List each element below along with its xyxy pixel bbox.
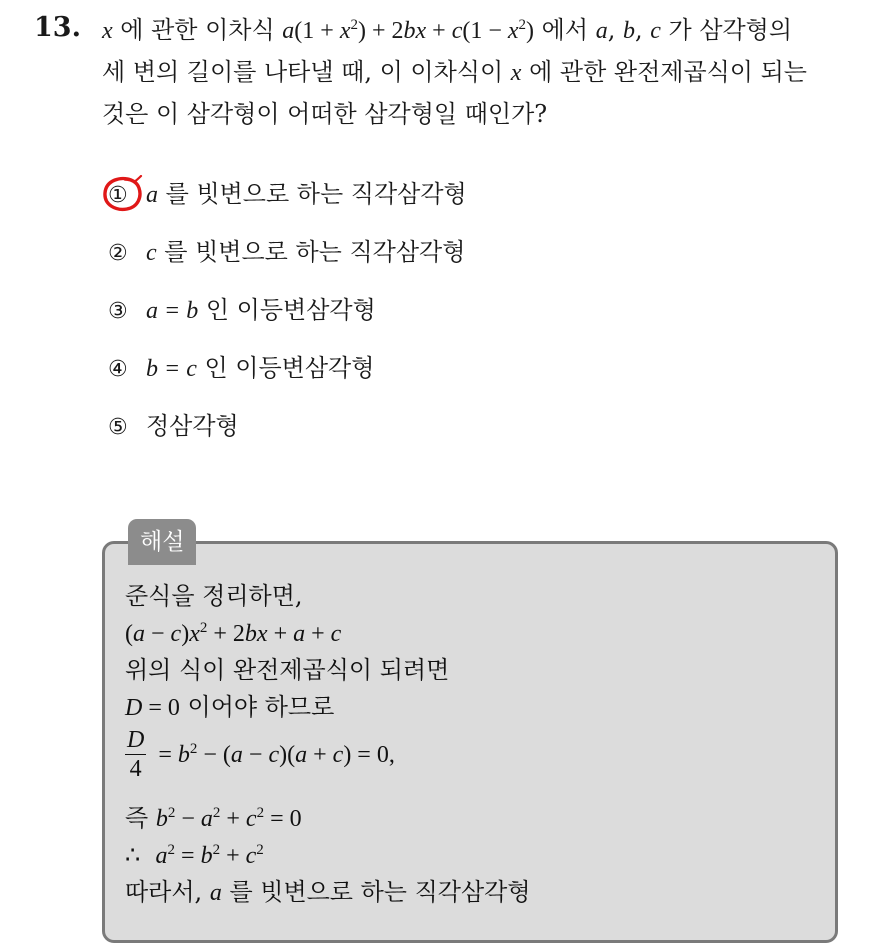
math-exponent: 2: [189, 740, 198, 757]
math-var: a: [155, 843, 168, 869]
math-var: a: [209, 880, 222, 906]
math-text: ) + 2: [357, 18, 404, 44]
math-text: = 0: [264, 806, 302, 832]
math-exponent: 2: [212, 842, 221, 858]
math-var: c: [332, 741, 344, 768]
choice-number: ③: [108, 299, 128, 324]
math-var: b: [200, 843, 213, 869]
math-exponent: 2: [518, 17, 527, 33]
math-exponent: 2: [167, 805, 176, 821]
math-var: D: [125, 695, 143, 721]
math-var: b: [622, 18, 635, 44]
stem-line-3: 것은 이 삼각형이 어떠한 삼각형일 때인가?: [102, 100, 548, 128]
choice-number: ⑤: [108, 415, 128, 440]
therefore-symbol: ∴: [125, 843, 141, 869]
math-exponent: 2: [256, 842, 264, 858]
solution-content: [125, 578, 531, 911]
stem-text: 에 관한 이차식: [112, 16, 283, 44]
choice-number: ①: [108, 183, 128, 208]
math-text: −: [145, 621, 171, 647]
choice-text: 인 이등변삼각형: [196, 354, 375, 382]
solution-text: 이어야 하므로: [179, 693, 335, 721]
math-var: x: [510, 60, 522, 86]
math-var: c: [245, 843, 257, 869]
math-var: x: [189, 621, 200, 647]
solution-text: 를 빗변으로 하는 직각삼각형: [221, 878, 531, 906]
stem-text: ,: [607, 16, 623, 44]
fraction: [125, 726, 146, 783]
math-var: a: [295, 741, 308, 768]
math-exponent: 2: [212, 805, 221, 821]
math-var: c: [268, 741, 280, 768]
solution-line: 위의 식이 완전제곱식이 되려면: [125, 656, 450, 684]
math-var: a: [200, 806, 213, 832]
choice-text: 인 이등변삼각형: [198, 296, 376, 324]
math-var: a: [230, 741, 243, 768]
math-text: +: [220, 806, 246, 832]
math-exponent: 2: [256, 805, 265, 821]
question-number: 13.: [34, 12, 81, 43]
math-exponent: 2: [167, 842, 176, 858]
math-text: − (: [197, 741, 231, 768]
choice-1[interactable]: [108, 172, 467, 230]
math-var: b: [177, 741, 190, 768]
math-text: = 0: [142, 695, 180, 721]
math-text: −: [175, 806, 201, 832]
math-var: c: [451, 18, 463, 44]
solution-line: [125, 615, 531, 652]
solution-line: [125, 726, 531, 800]
stem-text: 에서: [534, 16, 596, 44]
solution-line: [125, 689, 531, 726]
math-text: +: [307, 741, 333, 768]
math-text: (: [125, 621, 133, 647]
choice-number: ②: [108, 241, 128, 266]
math-text: =: [152, 741, 178, 768]
math-text: ): [526, 18, 535, 44]
choice-text: 를 빗변으로 하는 직각삼각형: [158, 180, 467, 208]
math-var: a: [595, 18, 608, 44]
stem-text: 에 관한 완전제곱식이 되는: [521, 58, 807, 86]
solution-line: [125, 837, 531, 874]
math-text: + 2: [207, 621, 245, 647]
solution-line: [125, 800, 531, 837]
math-expression: b = c: [146, 356, 197, 382]
choice-text: 를 빗변으로 하는 직각삼각형: [156, 238, 466, 266]
math-var: a: [293, 621, 306, 647]
choice-4[interactable]: [108, 346, 467, 404]
solution-line: [125, 874, 531, 911]
math-var: c: [170, 621, 182, 647]
math-exponent: 2: [199, 620, 208, 636]
math-text: )(: [279, 741, 296, 768]
math-text: =: [175, 843, 201, 869]
question-stem: [102, 10, 872, 135]
math-var: a: [133, 621, 145, 647]
math-var: c: [245, 806, 257, 832]
stem-text: ,: [634, 16, 651, 44]
solution-tag: 해설: [128, 519, 196, 565]
choice-2[interactable]: [108, 230, 467, 288]
math-expression: a = b: [146, 298, 199, 324]
math-var: a: [146, 182, 158, 208]
math-text: +: [267, 621, 294, 647]
math-expression: [152, 740, 395, 768]
math-var: a: [282, 18, 295, 44]
math-text: −: [242, 741, 269, 768]
math-text: (1 −: [462, 18, 508, 44]
math-text: ): [181, 621, 190, 647]
math-var: x: [102, 18, 113, 44]
choice-text: 정삼각형: [146, 412, 239, 440]
fraction-numerator: D: [127, 727, 145, 753]
math-var: bx: [244, 621, 268, 647]
math-var: bx: [403, 18, 427, 44]
math-var: b: [155, 806, 168, 832]
math-text: (1 +: [294, 18, 340, 44]
answer-choices: [108, 172, 467, 462]
math-text: ) = 0,: [343, 741, 395, 768]
choice-3[interactable]: [108, 288, 467, 346]
choice-5[interactable]: [108, 404, 467, 462]
stem-text: 세 변의 길이를 나타낼 때, 이 이차식이: [102, 58, 511, 86]
solution-text: 따라서,: [125, 878, 210, 906]
math-var: c: [146, 240, 157, 266]
math-var: x: [507, 18, 519, 44]
math-var: x: [339, 18, 351, 44]
choice-number: ④: [108, 357, 128, 382]
solution-text: 즉: [125, 804, 156, 832]
stem-text: 가 삼각형의: [660, 16, 793, 44]
math-text: +: [220, 843, 246, 869]
math-text: +: [426, 18, 452, 44]
stem-line-1: [102, 10, 872, 52]
math-exponent: 2: [350, 17, 358, 33]
math-var: c: [330, 621, 342, 647]
stem-line-2: [102, 52, 872, 94]
math-var: c: [650, 18, 661, 44]
solution-line: 준식을 정리하면,: [125, 582, 303, 610]
math-text: +: [305, 621, 331, 647]
fraction-denominator: 4: [129, 756, 142, 782]
